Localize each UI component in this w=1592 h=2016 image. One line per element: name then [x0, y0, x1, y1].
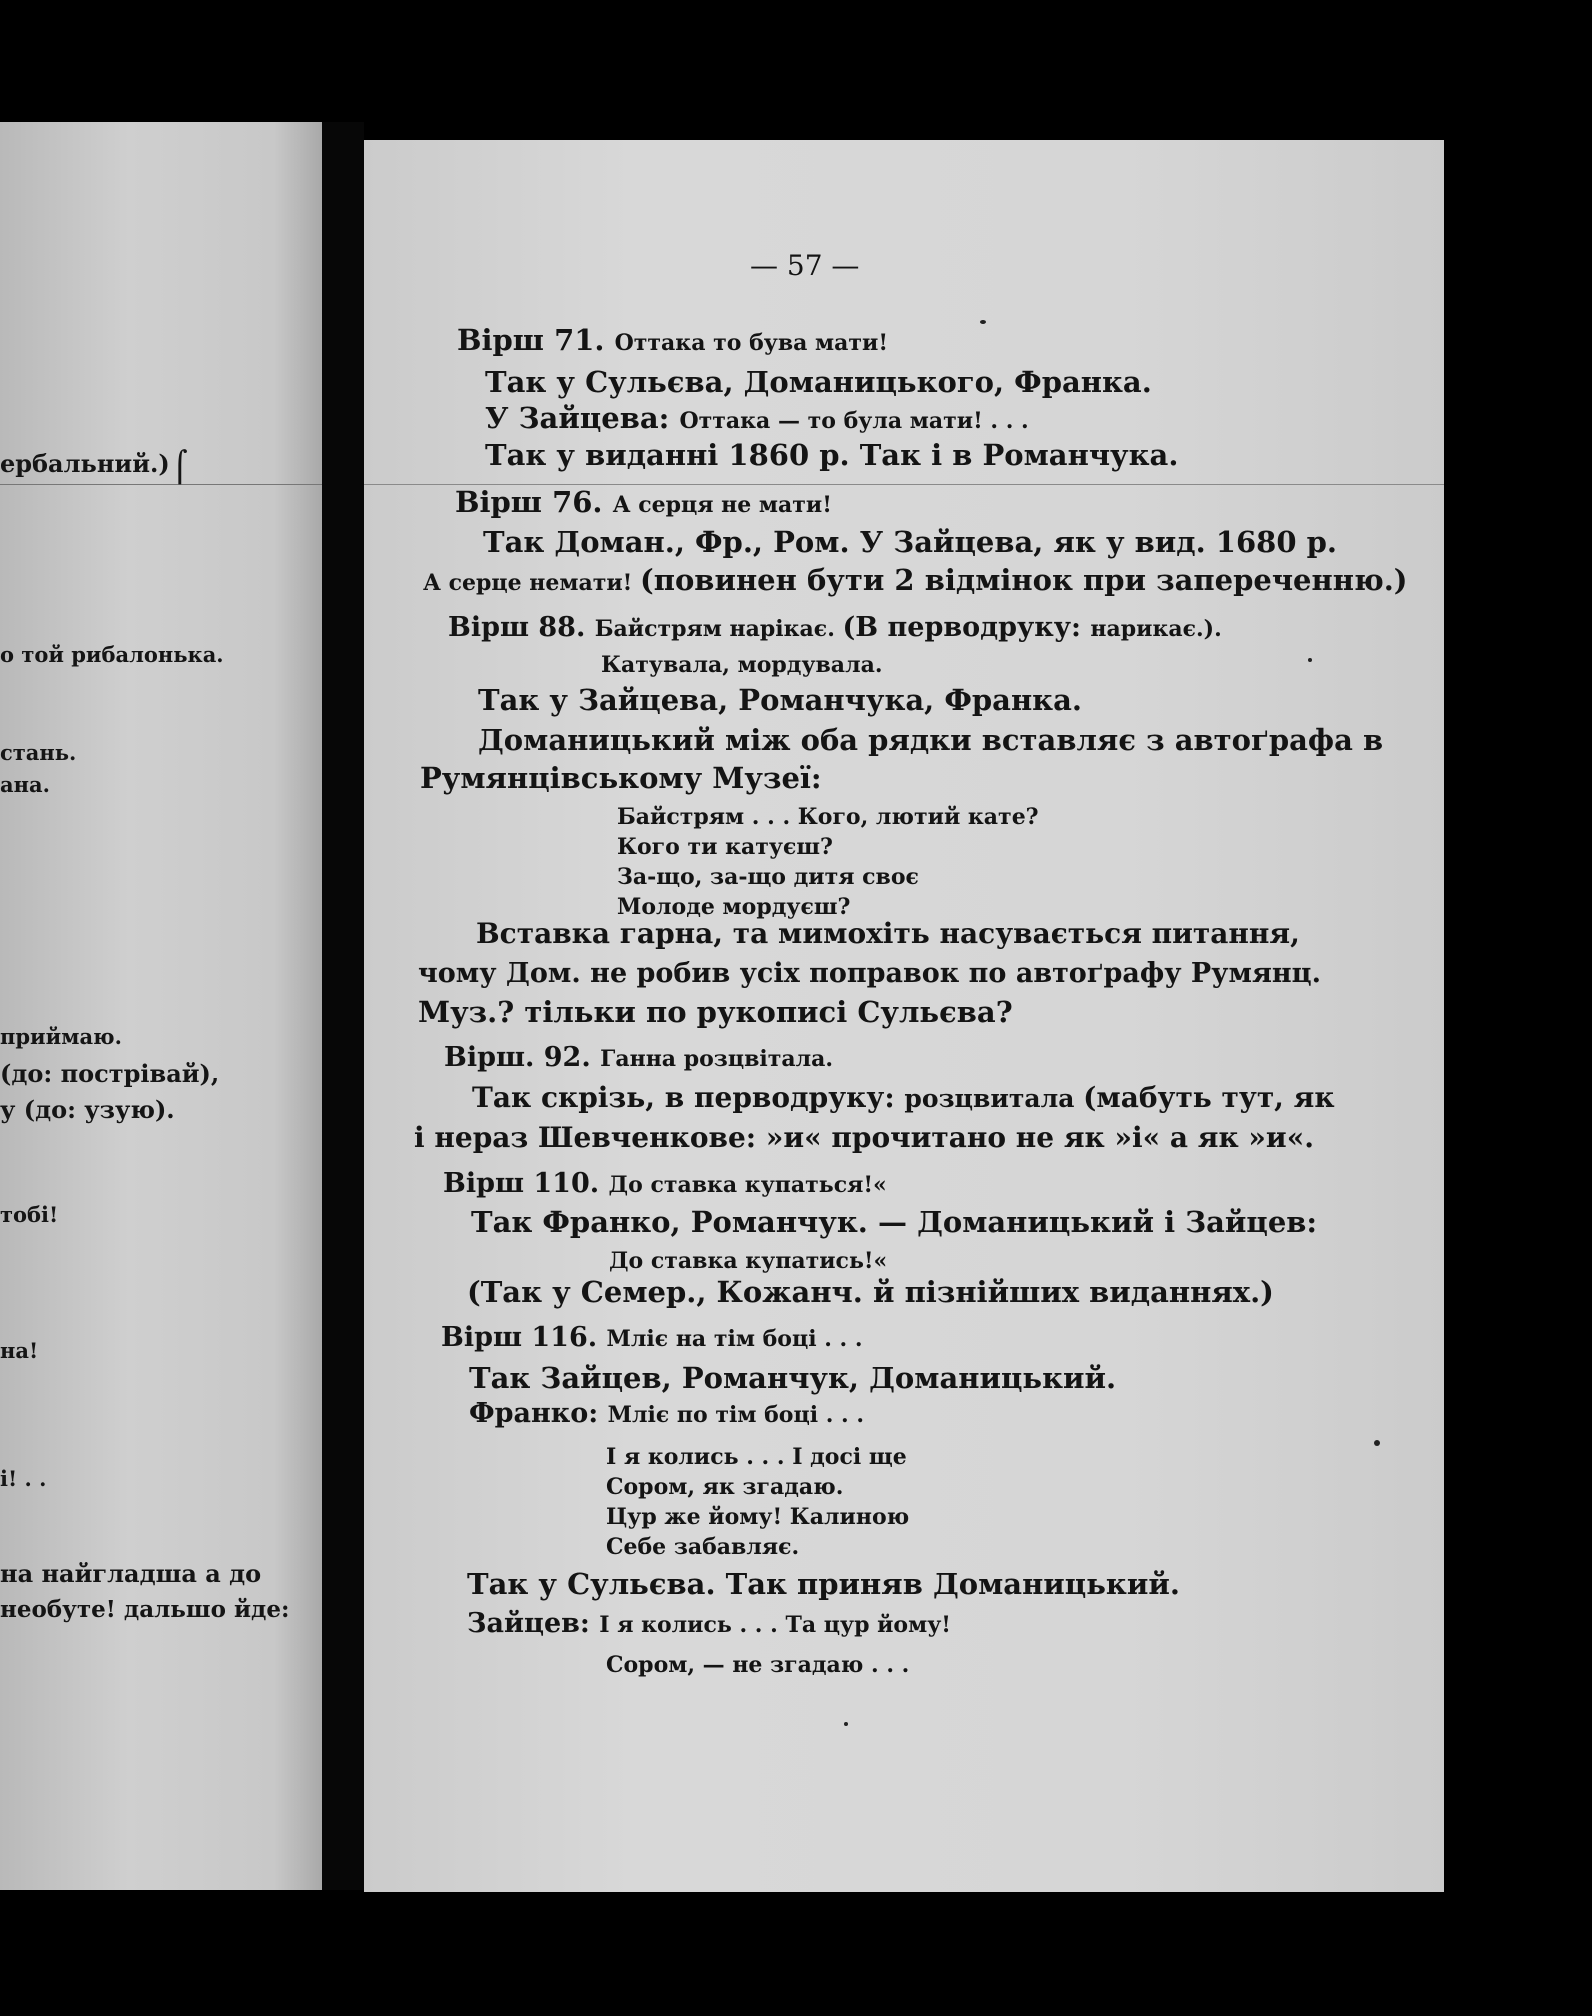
- verse-line: Сором, як згадаю.: [606, 1474, 844, 1500]
- text-line: Вірш 76. А серця не мати!: [455, 485, 832, 519]
- left-line: ана.: [0, 772, 50, 797]
- text-line: Так Доман., Фр., Ром. У Зайцева, як у вид. 1680 р.: [483, 525, 1337, 559]
- left-line: о той рибалонька.: [0, 642, 224, 667]
- text-line: Так Зайцев, Романчук, Доманицький.: [469, 1361, 1117, 1395]
- scan-speck: [844, 1722, 848, 1726]
- verse-line: Байстрям . . . Кого, лютий кате?: [617, 804, 1039, 830]
- page-number: — 57 —: [750, 249, 860, 282]
- verse-line: Молоде мордуєш?: [617, 894, 851, 920]
- text-line: У Зайцева: Оттака — то була мати! . . .: [485, 401, 1029, 435]
- scan-speck: [1374, 1440, 1380, 1446]
- text-line: Румянцівському Музеї:: [420, 761, 822, 795]
- left-line: приймаю.: [0, 1024, 122, 1049]
- text-line: Вставка гарна, та мимохіть насувається питання,: [476, 917, 1300, 950]
- text-line: Так скрізь, в перводруку: розцвитала (мабуть тут, як: [472, 1081, 1335, 1114]
- left-line: тобі!: [0, 1202, 59, 1227]
- left-line: і! . .: [0, 1466, 47, 1491]
- scan-speck: [1308, 658, 1312, 662]
- text-line: Вірш. 92. Ганна розцвітала.: [444, 1042, 834, 1073]
- verse-line: Себе забавляє.: [606, 1534, 800, 1560]
- text-line: Так у Зайцева, Романчука, Франка.: [478, 683, 1083, 717]
- left-line: у (до: узую).: [0, 1095, 175, 1124]
- scan-speck: [980, 320, 986, 324]
- text-line: Вірш 88. Байстрям нарікає. (В перводруку: нарикає.).: [448, 612, 1222, 643]
- text-line: Доманицький між оба рядки вставляє з автоґрафа в: [478, 723, 1384, 757]
- text-line: А серце немати! (повинен бути 2 відмінок при запереченню.): [423, 563, 1408, 597]
- text-line: Катувала, мордувала.: [601, 652, 883, 678]
- text-line: Вірш 110. До ставка купаться!«: [443, 1168, 887, 1199]
- verse-line: Сором, — не згадаю . . .: [606, 1652, 910, 1678]
- text-line: Вірш 71. Оттака то бува мати!: [457, 323, 889, 357]
- left-line: на найгладша а до: [0, 1559, 262, 1588]
- verse-line: І я колись . . . І досі ще: [606, 1444, 907, 1470]
- book-gutter: [322, 122, 364, 1890]
- text-line: Так Франко, Романчук. — Доманицький і Зайцев:: [471, 1205, 1318, 1239]
- verse-line: Цур же йому! Калиною: [606, 1504, 910, 1530]
- text-line: Зайцев: І я колись . . . Та цур йому!: [467, 1608, 951, 1639]
- text-line: Франко: Мліє по тім боці . . .: [469, 1398, 865, 1429]
- text-line: Так у Сульєва, Доманицького, Франка.: [485, 365, 1152, 399]
- left-line: стань.: [0, 740, 77, 765]
- text-line: До ставка купатись!«: [609, 1248, 888, 1274]
- verse-line: За-що, за-що дитя своє: [617, 864, 919, 890]
- text-line: і нераз Шевченкове: »и« прочитано не як »і« а як »и«.: [414, 1121, 1314, 1154]
- left-line: необуте! дальшо йде:: [0, 1596, 290, 1623]
- left-page-fragment: [0, 122, 322, 1890]
- left-line: ербальний.): [0, 449, 170, 478]
- text-line: Муз.? тільки по рукописі Сульєва?: [418, 995, 1013, 1029]
- verse-line: Кого ти катуєш?: [617, 834, 833, 860]
- page-fold-rule: [0, 484, 322, 485]
- left-line: на!: [0, 1338, 39, 1363]
- bracket-mark: ⌠: [172, 450, 188, 485]
- text-line: (Так у Семер., Кожанч. й пізнійших виданнях.): [467, 1275, 1274, 1309]
- text-line: Так у виданні 1860 р. Так і в Романчука.: [485, 438, 1179, 472]
- text-line: Так у Сульєва. Так приняв Доманицький.: [467, 1567, 1180, 1601]
- book-page-57: [364, 140, 1444, 1892]
- text-line: чому Дом. не робив усіх поправок по автоґрафу Румянц.: [418, 958, 1321, 989]
- text-line: Вірш 116. Мліє на тім боці . . .: [441, 1322, 863, 1353]
- left-line: (до: пострівай),: [0, 1059, 220, 1088]
